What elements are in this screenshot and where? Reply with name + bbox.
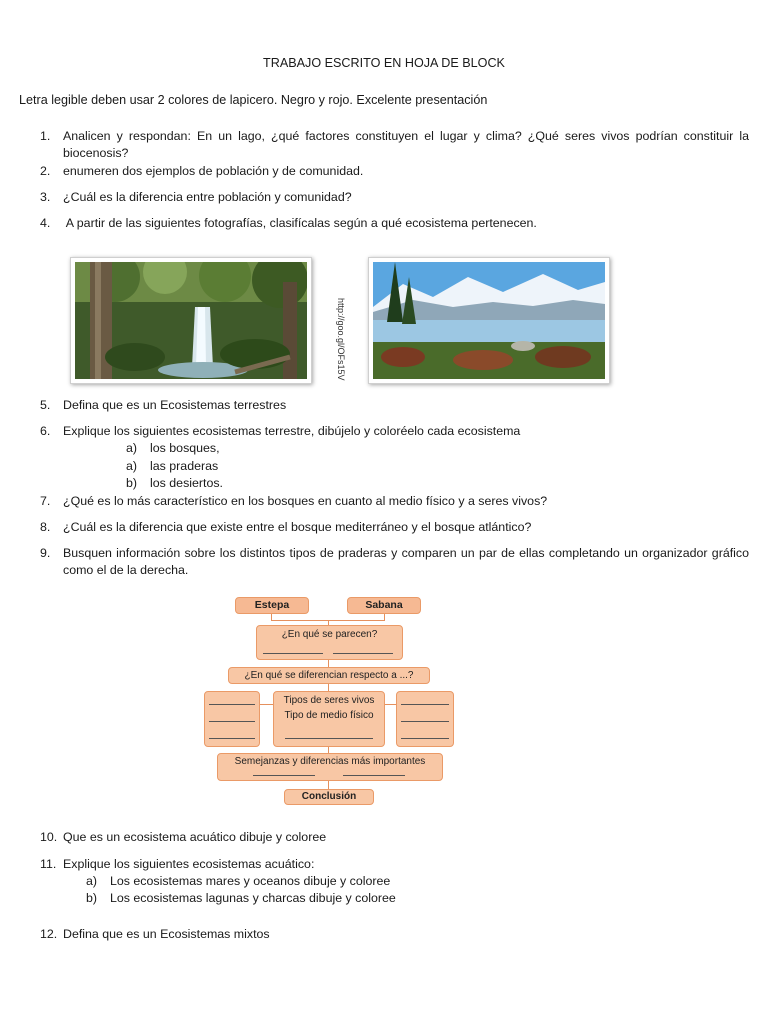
graphic-organizer [193, 586, 478, 812]
blank-line [401, 721, 449, 722]
organizer-left-head: Estepa [235, 597, 309, 614]
question-text: Busquen información sobre los distintos tipos de praderas y comparen un par de ellas completando un organizador gráfico como el de la derecha. [63, 546, 749, 577]
question-number: 2. [40, 164, 51, 178]
blank-line [263, 653, 323, 654]
organizer-summary-box [217, 753, 443, 781]
q11-item-1 [86, 873, 390, 890]
item-text: Los ecosistemas lagunas y charcas dibuje y coloree [110, 891, 396, 905]
question-text: Explique los siguientes ecosistemas terrestre, dibújelo y coloréelo cada ecosistema [63, 424, 521, 438]
item-letter: a) [126, 441, 138, 455]
question-number: 6. [40, 424, 51, 438]
blank-line [285, 738, 373, 739]
question-number: 11. [40, 857, 57, 871]
question-number: 7. [40, 494, 51, 508]
question-number: 10. [40, 830, 58, 844]
question-2 [40, 163, 749, 180]
instructions: Letra legible deben usar 2 colores de lapicero. Negro y rojo. Excelente presentación [19, 93, 488, 107]
question-1 [40, 128, 749, 162]
organizer-differ-question: ¿En qué se diferencian respecto a ...? [228, 667, 430, 684]
question-4 [40, 215, 749, 232]
item-letter: b) [126, 476, 138, 490]
photo-rainforest [70, 257, 312, 384]
question-text: A partir de las siguientes fotografías, clasifícalas según a qué ecosistema pertenecen. [63, 216, 537, 230]
blank-line [209, 704, 255, 705]
organizer-criterion-1: Tipos de seres vivos [283, 695, 375, 706]
organizer-conclusion: Conclusión [284, 789, 374, 805]
blank-line [401, 738, 449, 739]
item-text: los bosques, [150, 441, 220, 455]
question-text: Defina que es un Ecosistemas mixtos [63, 927, 270, 941]
q6-item-3 [126, 475, 223, 492]
question-number: 5. [40, 398, 51, 412]
question-12 [40, 926, 749, 943]
question-5 [40, 397, 749, 414]
connector [328, 660, 329, 667]
photo-source-url: http://goo.gl/OFs15V [336, 298, 346, 381]
q6-item-2 [126, 458, 218, 475]
organizer-right-head: Sabana [347, 597, 421, 614]
connector [260, 704, 273, 705]
blank-line [209, 721, 255, 722]
photo-mountain-lake [368, 257, 610, 384]
question-10 [40, 829, 749, 846]
question-text: Analicen y respondan: En un lago, ¿qué factores constituyen el lugar y clima? ¿Qué seres vivos podrían constituir la biocenosis? [63, 129, 749, 160]
question-9 [40, 545, 749, 579]
question-text: Que es un ecosistema acuático dibuje y coloree [63, 830, 327, 844]
rainforest-image [75, 262, 307, 379]
question-number: 3. [40, 190, 51, 204]
question-number: 9. [40, 546, 51, 560]
mountain-lake-image [373, 262, 605, 379]
blank-line [253, 775, 315, 776]
question-6 [40, 423, 749, 440]
q11-item-2 [86, 890, 396, 907]
connector [328, 781, 329, 789]
question-number: 1. [40, 129, 51, 143]
organizer-criterion-2: Tipo de medio físico [284, 710, 374, 721]
blank-line [209, 738, 255, 739]
blank-line [343, 775, 405, 776]
question-text: Explique los siguientes ecosistemas acuático: [63, 857, 315, 871]
item-text: los desiertos. [150, 476, 224, 490]
question-number: 4. [40, 216, 51, 230]
question-7 [40, 493, 749, 510]
question-number: 8. [40, 520, 51, 534]
question-text: enumeren dos ejemplos de población y de comunidad. [63, 164, 364, 178]
q6-item-1 [126, 440, 220, 457]
organizer-similar-box [256, 625, 403, 660]
question-8 [40, 519, 749, 536]
page-title: TRABAJO ESCRITO EN HOJA DE BLOCK [263, 56, 505, 70]
question-number: 12. [40, 927, 58, 941]
item-letter: b) [86, 891, 98, 905]
question-text: ¿Qué es lo más característico en los bosques en cuanto al medio físico y a seres vivos? [63, 494, 548, 508]
question-text: Defina que es un Ecosistemas terrestres [63, 398, 287, 412]
item-letter: a) [86, 874, 98, 888]
item-text: Los ecosistemas mares y oceanos dibuje y coloree [110, 874, 391, 888]
blank-line [333, 653, 393, 654]
organizer-similar-question: ¿En qué se parecen? [281, 629, 378, 640]
question-11 [40, 856, 749, 873]
blank-line [401, 704, 449, 705]
question-text: ¿Cuál es la diferencia entre población y comunidad? [63, 190, 352, 204]
item-letter: a) [126, 459, 138, 473]
question-text: ¿Cuál es la diferencia que existe entre el bosque mediterráneo y el bosque atlántico? [63, 520, 532, 534]
organizer-summary-label: Semejanzas y diferencias más importantes [234, 756, 426, 767]
item-text: las praderas [150, 459, 219, 473]
question-3 [40, 189, 749, 206]
